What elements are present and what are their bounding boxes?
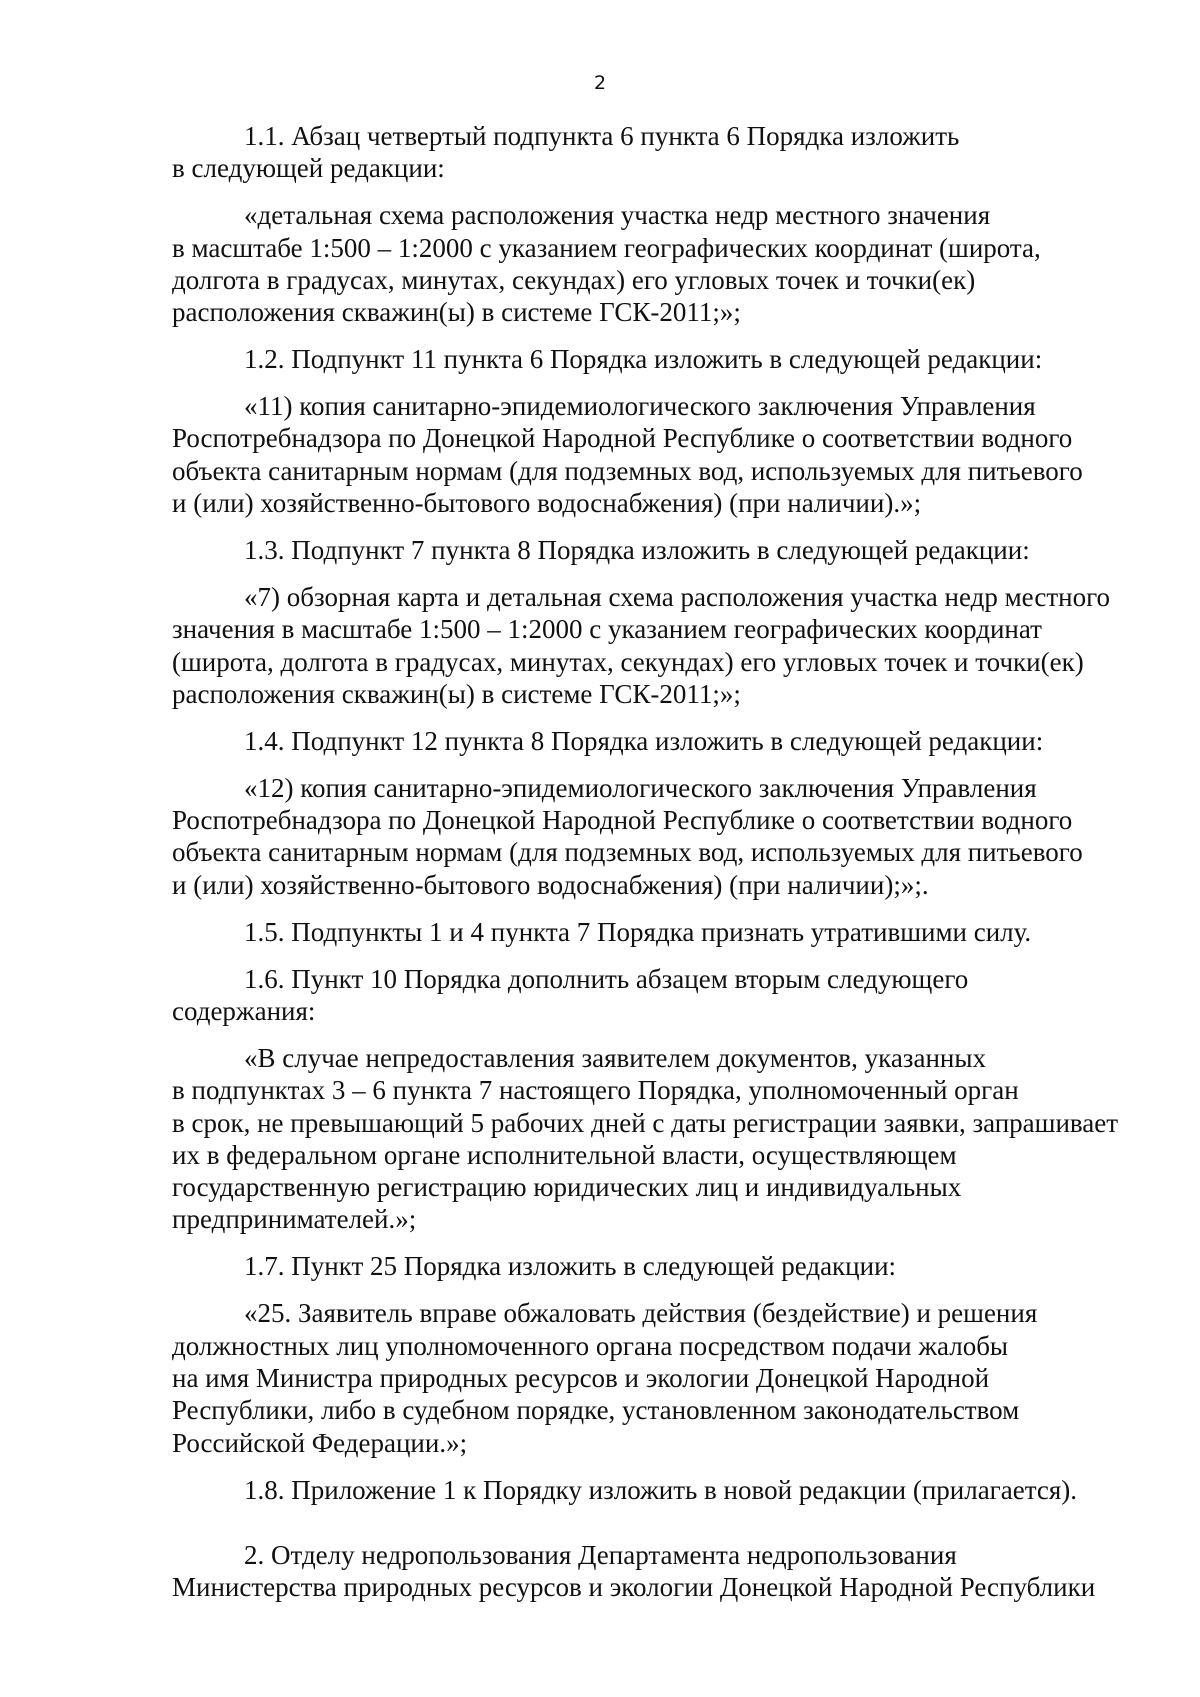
paragraph-1-4: 1.4. Подпункт 12 пункта 8 Порядка изложить в следующей редакции: xyxy=(244,725,1044,756)
paragraph-1-8: 1.8. Приложение 1 к Порядку изложить в новой редакции (прилагается). xyxy=(244,1474,1077,1505)
quoted-text-1-3: «7) обзорная карта и детальная схема расположения участка недр местного значения в масштабе 1:500 – 1:2000 с указанием географических координат (широта, долгота в градусах, минутах, секундах) его угловых точек и точки(ек) расположения скважин(ы) в системе ГСК-2011;»; xyxy=(172,582,1110,709)
paragraph-1-3: 1.3. Подпункт 7 пункта 8 Порядка изложить в следующей редакции: xyxy=(244,535,1030,566)
document-body xyxy=(172,120,1149,1604)
quoted-text-1-2: «11) копия санитарно-эпидемиологического заключения Управления Роспотребнадзора по Донецкой Народной Республике о соответствии водного объекта санитарным нормам (для подземных вод, используемых для питьевого и (или) хозяйственно-бытового водоснабжения) (при наличии).»; xyxy=(172,391,1083,519)
paragraph-1-2: 1.2. Подпункт 11 пункта 6 Порядка изложить в следующей редакции: xyxy=(244,344,1043,375)
page-number: 2 xyxy=(593,72,607,94)
paragraph-1-7: 1.7. Пункт 25 Порядка изложить в следующей редакции: xyxy=(244,1251,897,1282)
paragraph-1-6: 1.6. Пункт 10 Порядка дополнить абзацем вторым следующего содержания: xyxy=(172,963,969,1027)
quoted-text-1-4: «12) копия санитарно-эпидемиологического заключения Управления Роспотребнадзора по Донецкой Народной Республике о соответствии водного объекта санитарным нормам (для подземных вод, используемых для питьевого и (или) хозяйственно-бытового водоснабжения) (при наличии);»;. xyxy=(172,772,1083,900)
quoted-text-1-7: «25. Заявитель вправе обжаловать действия (бездействие) и решения должностных лиц уполномоченного органа посредством подачи жалобы на имя Министра природных ресурсов и экологии Донецкой Народной Республики, либо в судебном порядке, установленном законодательством Российской Федерации.»; xyxy=(172,1298,1038,1458)
quoted-text-1-1: «детальная схема расположения участка недр местного значения в масштабе 1:500 – 1:2000 с указанием географических координат (широта, долгота в градусах, минутах, секундах) его угловых точек и точки(ек) расположения скважин(ы) в системе ГСК-2011;»; xyxy=(172,200,1041,328)
paragraph-1-1: 1.1. Абзац четвертый подпункта 6 пункта 6 Порядка изложить в следующей редакции: xyxy=(172,121,960,184)
quoted-text-1-6: «В случае непредоставления заявителем документов, указанных в подпунктах 3 – 6 пункта 7 настоящего Порядка, уполномоченный орган в срок, не превышающий 5 рабочих дней с даты регистрации заявки, запрашивает их в федеральном органе исполнительной власти, осуществляющем государственную регистрацию юридических лиц и индивидуальных предпринимателей.»; xyxy=(172,1043,1119,1235)
paragraph-1-5: 1.5. Подпункты 1 и 4 пункта 7 Порядка признать утратившими силу. xyxy=(244,916,1032,947)
paragraph-2: 2. Отделу недропользования Департамента недропользования Министерства природных ресурсов и экологии Донецкой Народной Республики xyxy=(172,1539,1096,1603)
